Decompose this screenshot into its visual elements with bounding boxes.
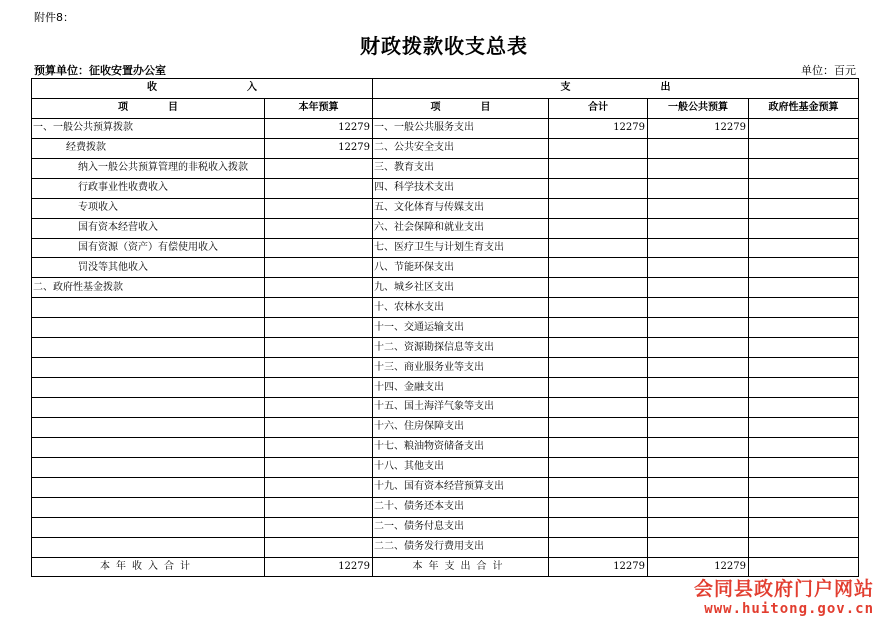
expense-total-cell — [549, 178, 648, 198]
expense-total-cell — [549, 138, 648, 158]
expense-general-cell — [648, 278, 749, 298]
table-row — [32, 298, 859, 318]
expense-general-cell — [648, 358, 749, 378]
col-header-this-year: 本年预算 — [265, 98, 373, 118]
expense-general-cell — [648, 437, 749, 457]
expense-item-cell: 十五、国土海洋气象等支出 — [373, 398, 549, 418]
income-item-cell — [32, 497, 265, 517]
header-row-columns — [32, 98, 859, 118]
expense-item-cell: 十三、商业服务业等支出 — [373, 358, 549, 378]
table-row — [32, 258, 859, 278]
expense-fund-cell — [749, 417, 859, 437]
expense-general-cell — [648, 497, 749, 517]
expense-general-cell — [648, 338, 749, 358]
watermark-site-name: 会同县政府门户网站 — [693, 578, 874, 600]
expense-item-cell: 九、城乡社区支出 — [373, 278, 549, 298]
expense-general-cell: 12279 — [648, 118, 749, 138]
income-amount-cell — [265, 417, 373, 437]
expense-item-cell: 十、农林水支出 — [373, 298, 549, 318]
income-header: 收 入 — [32, 79, 373, 99]
expense-item-cell: 二十、债务还本支出 — [373, 497, 549, 517]
income-amount-cell — [265, 457, 373, 477]
expense-fund-cell — [749, 198, 859, 218]
expense-fund-cell — [749, 218, 859, 238]
expense-total-cell — [549, 537, 648, 557]
income-item-cell: 行政事业性收费收入 — [32, 178, 265, 198]
attachment-label: 附件8： — [34, 11, 74, 24]
income-amount-cell — [265, 218, 373, 238]
expense-total-cell — [549, 258, 648, 278]
table-row — [32, 378, 859, 398]
expense-item-cell: 十七、粮油物资储备支出 — [373, 437, 549, 457]
expense-item-cell: 十四、金融支出 — [373, 378, 549, 398]
page-title: 财政拨款收支总表 — [360, 34, 528, 58]
table-row — [32, 537, 859, 557]
expense-total-cell — [549, 238, 648, 258]
income-item-cell — [32, 417, 265, 437]
expense-total-cell — [549, 437, 648, 457]
col-header-item-left: 项 目 — [32, 98, 265, 118]
expense-total-cell — [549, 378, 648, 398]
header-row-sections — [32, 79, 859, 99]
expense-fund-cell — [749, 378, 859, 398]
income-item-cell — [32, 477, 265, 497]
expense-item-cell: 十二、资源勘探信息等支出 — [373, 338, 549, 358]
table-row — [32, 398, 859, 418]
table-row — [32, 238, 859, 258]
col-header-total: 合计 — [549, 98, 648, 118]
expense-total-cell — [549, 338, 648, 358]
income-amount-cell — [265, 338, 373, 358]
table-row — [32, 278, 859, 298]
income-amount-cell — [265, 178, 373, 198]
income-amount-cell — [265, 378, 373, 398]
expense-fund-cell — [749, 238, 859, 258]
income-item-cell — [32, 378, 265, 398]
expense-fund-cell — [749, 138, 859, 158]
table-row — [32, 417, 859, 437]
table-row — [32, 178, 859, 198]
expense-general-cell — [648, 457, 749, 477]
income-amount-cell — [265, 358, 373, 378]
income-item-cell: 罚没等其他收入 — [32, 258, 265, 278]
expense-total-cell — [549, 457, 648, 477]
expense-total-cell — [549, 218, 648, 238]
expense-item-cell: 十六、住房保障支出 — [373, 417, 549, 437]
expense-total-label: 本年支出合计 — [373, 557, 549, 577]
expense-item-cell: 四、科学技术支出 — [373, 178, 549, 198]
expense-item-cell: 八、节能环保支出 — [373, 258, 549, 278]
expense-general-cell — [648, 517, 749, 537]
income-item-cell: 一、一般公共预算拨款 — [32, 118, 265, 138]
table-row — [32, 338, 859, 358]
table-row — [32, 218, 859, 238]
income-item-cell — [32, 338, 265, 358]
income-amount-cell — [265, 258, 373, 278]
table-row — [32, 457, 859, 477]
expense-total-cell — [549, 517, 648, 537]
expense-item-cell: 二、公共安全支出 — [373, 138, 549, 158]
expense-general-cell — [648, 138, 749, 158]
expense-fund-cell — [749, 358, 859, 378]
income-item-cell — [32, 318, 265, 338]
expense-general-cell — [648, 537, 749, 557]
expense-item-cell: 二二、债务发行费用支出 — [373, 537, 549, 557]
income-item-cell — [32, 457, 265, 477]
currency-unit: 单位：百元 — [801, 64, 856, 77]
expense-general-cell — [648, 178, 749, 198]
col-header-general: 一般公共预算 — [648, 98, 749, 118]
income-amount-cell — [265, 477, 373, 497]
expense-fund-cell — [749, 517, 859, 537]
col-header-fund: 政府性基金预算 — [749, 98, 859, 118]
expense-item-cell: 十一、交通运输支出 — [373, 318, 549, 338]
income-amount-cell — [265, 298, 373, 318]
table-row — [32, 497, 859, 517]
income-item-cell: 国有资源（资产）有偿使用收入 — [32, 238, 265, 258]
expense-general-cell — [648, 158, 749, 178]
income-item-cell — [32, 298, 265, 318]
income-amount-cell — [265, 318, 373, 338]
income-item-cell — [32, 358, 265, 378]
expense-total-cell — [549, 417, 648, 437]
expense-item-cell: 七、医疗卫生与计划生育支出 — [373, 238, 549, 258]
table-row — [32, 477, 859, 497]
expense-total-cell — [549, 298, 648, 318]
income-item-cell — [32, 537, 265, 557]
expense-fund-cell — [749, 278, 859, 298]
expense-general-cell — [648, 318, 749, 338]
watermark-site-url: www.huitong.gov.cn — [704, 601, 874, 617]
expense-general-cell — [648, 417, 749, 437]
col-header-item-right: 项 目 — [373, 98, 549, 118]
expense-fund-cell — [749, 158, 859, 178]
expense-total-cell — [549, 278, 648, 298]
expense-header: 支 出 — [373, 79, 859, 99]
table-row — [32, 198, 859, 218]
expense-general-cell — [648, 238, 749, 258]
budget-unit: 预算单位：征收安置办公室 — [34, 64, 166, 77]
income-amount-cell — [265, 517, 373, 537]
expense-fund-cell — [749, 537, 859, 557]
income-amount-cell — [265, 398, 373, 418]
expense-general-total: 12279 — [648, 557, 749, 577]
expense-general-cell — [648, 218, 749, 238]
expense-fund-cell — [749, 178, 859, 198]
expense-general-cell — [648, 477, 749, 497]
income-item-cell: 国有资本经营收入 — [32, 218, 265, 238]
expense-general-cell — [648, 258, 749, 278]
expense-general-cell — [648, 298, 749, 318]
table-row — [32, 118, 859, 138]
expense-total-cell — [549, 158, 648, 178]
income-item-cell: 专项收入 — [32, 198, 265, 218]
income-total-amount: 12279 — [265, 557, 373, 577]
income-amount-cell — [265, 238, 373, 258]
table-row — [32, 318, 859, 338]
income-amount-cell: 12279 — [265, 118, 373, 138]
expense-fund-cell — [749, 318, 859, 338]
expense-total-cell — [549, 497, 648, 517]
income-amount-cell — [265, 437, 373, 457]
expense-fund-cell — [749, 118, 859, 138]
expense-item-cell: 一、一般公共服务支出 — [373, 118, 549, 138]
table-row — [32, 437, 859, 457]
expense-total-cell — [549, 477, 648, 497]
expense-fund-cell — [749, 437, 859, 457]
expense-fund-cell — [749, 298, 859, 318]
table-row — [32, 517, 859, 537]
site-watermark — [694, 574, 874, 617]
expense-fund-cell — [749, 477, 859, 497]
budget-table — [31, 78, 859, 577]
income-amount-cell — [265, 158, 373, 178]
expense-total-cell — [549, 358, 648, 378]
income-total-label: 本年收入合计 — [32, 557, 265, 577]
expense-item-cell: 十九、国有资本经营预算支出 — [373, 477, 549, 497]
income-item-cell — [32, 437, 265, 457]
table-row — [32, 138, 859, 158]
expense-total-amount: 12279 — [549, 557, 648, 577]
expense-total-cell: 12279 — [549, 118, 648, 138]
expense-item-cell: 二一、债务付息支出 — [373, 517, 549, 537]
expense-general-cell — [648, 398, 749, 418]
income-amount-cell: 12279 — [265, 138, 373, 158]
expense-fund-cell — [749, 457, 859, 477]
income-amount-cell — [265, 198, 373, 218]
expense-total-cell — [549, 398, 648, 418]
expense-total-cell — [549, 198, 648, 218]
expense-general-cell — [648, 378, 749, 398]
expense-fund-cell — [749, 398, 859, 418]
expense-item-cell: 三、教育支出 — [373, 158, 549, 178]
income-item-cell — [32, 398, 265, 418]
expense-total-cell — [549, 318, 648, 338]
income-item-cell: 经费拨款 — [32, 138, 265, 158]
expense-fund-cell — [749, 338, 859, 358]
table-row — [32, 158, 859, 178]
expense-fund-cell — [749, 258, 859, 278]
income-item-cell — [32, 517, 265, 537]
expense-item-cell: 六、社会保障和就业支出 — [373, 218, 549, 238]
expense-item-cell: 五、文化体育与传媒支出 — [373, 198, 549, 218]
expense-general-cell — [648, 198, 749, 218]
income-amount-cell — [265, 278, 373, 298]
expense-fund-cell — [749, 497, 859, 517]
income-amount-cell — [265, 497, 373, 517]
income-item-cell: 二、政府性基金拨款 — [32, 278, 265, 298]
table-row — [32, 358, 859, 378]
income-amount-cell — [265, 537, 373, 557]
expense-item-cell: 十八、其他支出 — [373, 457, 549, 477]
income-item-cell: 纳入一般公共预算管理的非税收入拨款 — [32, 158, 265, 178]
